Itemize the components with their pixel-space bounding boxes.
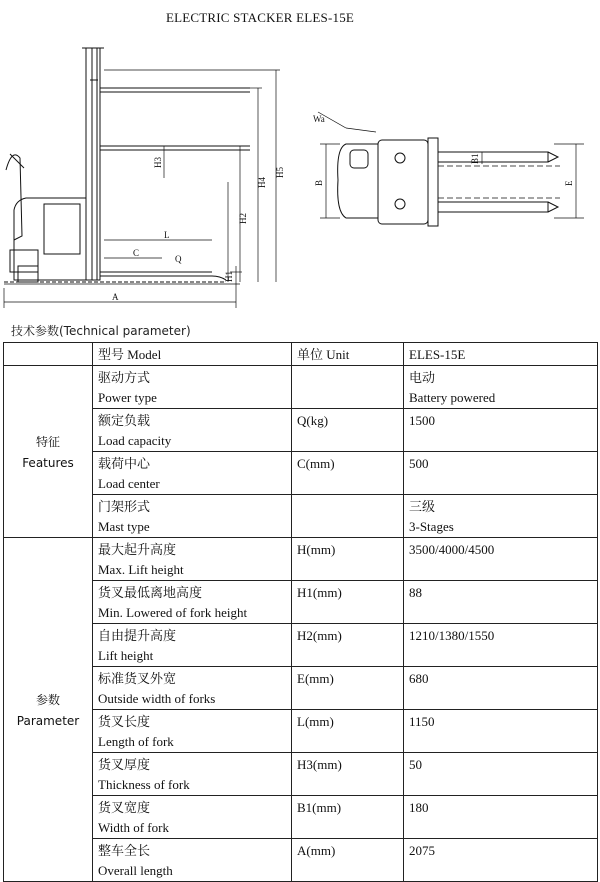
group-parameter xyxy=(4,538,93,882)
param-value-cell: 180 xyxy=(404,796,598,839)
param-value-cell: 680 xyxy=(404,667,598,710)
dim-label-wa: Wa xyxy=(313,114,325,124)
document-title: ELECTRIC STACKER ELES-15E xyxy=(165,10,355,25)
technical-drawing-svg xyxy=(0,40,600,315)
param-name-cell: 最大起升高度 Max. Lift height xyxy=(93,538,292,581)
param-name-cell: 货叉长度 Length of fork xyxy=(93,710,292,753)
param-value-cell: 1500 xyxy=(404,409,598,452)
header-model-label: 型号 Model xyxy=(93,343,292,366)
table-row xyxy=(4,710,598,753)
group-label-en: Parameter xyxy=(16,713,80,728)
param-name-cell: 货叉宽度 Width of fork xyxy=(93,796,292,839)
table-row xyxy=(4,538,598,581)
param-value-cell: 3500/4000/4500 xyxy=(404,538,598,581)
param-name-cell: 门架形式 Mast type xyxy=(93,495,292,538)
table-row xyxy=(4,409,598,452)
param-unit-cell: Q(kg) xyxy=(292,409,404,452)
param-name-cell: 整车全长 Overall length xyxy=(93,839,292,882)
param-value-cell: 电动 Battery powered xyxy=(404,366,598,409)
mast-inner xyxy=(92,48,97,280)
dim-label-b1: B1 xyxy=(470,153,480,164)
dim-label-e: E xyxy=(564,180,574,186)
param-name-cell: 额定负载 Load capacity xyxy=(93,409,292,452)
param-value-cell: 三级 3-Stages xyxy=(404,495,598,538)
param-name-cell: 驱动方式 Power type xyxy=(93,366,292,409)
param-unit-cell: E(mm) xyxy=(292,667,404,710)
param-value-cell: 2075 xyxy=(404,839,598,882)
dim-label-c: C xyxy=(133,248,140,258)
group-features xyxy=(4,366,93,538)
table-row xyxy=(4,753,598,796)
param-unit-cell xyxy=(292,366,404,409)
param-value-cell: 50 xyxy=(404,753,598,796)
dim-label-h5: H5 xyxy=(275,167,285,178)
param-unit-cell xyxy=(292,495,404,538)
dim-label-l: L xyxy=(164,230,170,240)
table-row xyxy=(4,796,598,839)
param-name-cell: 载荷中心 Load center xyxy=(93,452,292,495)
param-unit-cell: B1(mm) xyxy=(292,796,404,839)
param-name-cell: 标准货叉外宽 Outside width of forks xyxy=(93,667,292,710)
param-unit-cell: H2(mm) xyxy=(292,624,404,667)
dim-label-q: Q xyxy=(175,254,182,264)
dim-label-h3: H3 xyxy=(153,157,163,168)
dim-label-h1: H1 xyxy=(224,271,234,282)
param-unit-cell: H(mm) xyxy=(292,538,404,581)
table-row xyxy=(4,452,598,495)
param-unit-cell: H1(mm) xyxy=(292,581,404,624)
table-row xyxy=(4,495,598,538)
mast-outer xyxy=(86,48,100,280)
dim-label-h4: H4 xyxy=(257,177,267,188)
param-value-cell: 88 xyxy=(404,581,598,624)
dim-label-h2: H2 xyxy=(238,213,248,224)
table-row xyxy=(4,581,598,624)
param-value-cell: 500 xyxy=(404,452,598,495)
param-unit-cell: H3(mm) xyxy=(292,753,404,796)
param-unit-cell: A(mm) xyxy=(292,839,404,882)
header-unit-label: 单位 Unit xyxy=(292,343,404,366)
param-name-cell: 货叉厚度 Thickness of fork xyxy=(93,753,292,796)
param-value-cell: 1210/1380/1550 xyxy=(404,624,598,667)
group-label-zh: 参数 xyxy=(35,692,60,707)
param-unit-cell: L(mm) xyxy=(292,710,404,753)
table-header-row xyxy=(4,343,598,366)
dim-label-b: B xyxy=(314,179,324,186)
section-heading: 技术参数(Technical parameter) xyxy=(11,324,191,338)
group-label-en: Features xyxy=(22,455,74,470)
dim-label-a: A xyxy=(112,292,119,302)
param-name-cell: 自由提升高度 Lift height xyxy=(93,624,292,667)
technical-parameter-table xyxy=(3,342,598,882)
group-label-zh: 特征 xyxy=(35,434,60,449)
header-blank-cell xyxy=(4,343,93,366)
table-row xyxy=(4,366,598,409)
header-model-value: ELES-15E xyxy=(404,343,598,366)
param-unit-cell: C(mm) xyxy=(292,452,404,495)
param-value-cell: 1150 xyxy=(404,710,598,753)
table-row xyxy=(4,839,598,882)
stacker-technical-drawing xyxy=(0,40,600,315)
table-row xyxy=(4,624,598,667)
param-name-cell: 货叉最低离地高度 Min. Lowered of fork height xyxy=(93,581,292,624)
table-row xyxy=(4,667,598,710)
